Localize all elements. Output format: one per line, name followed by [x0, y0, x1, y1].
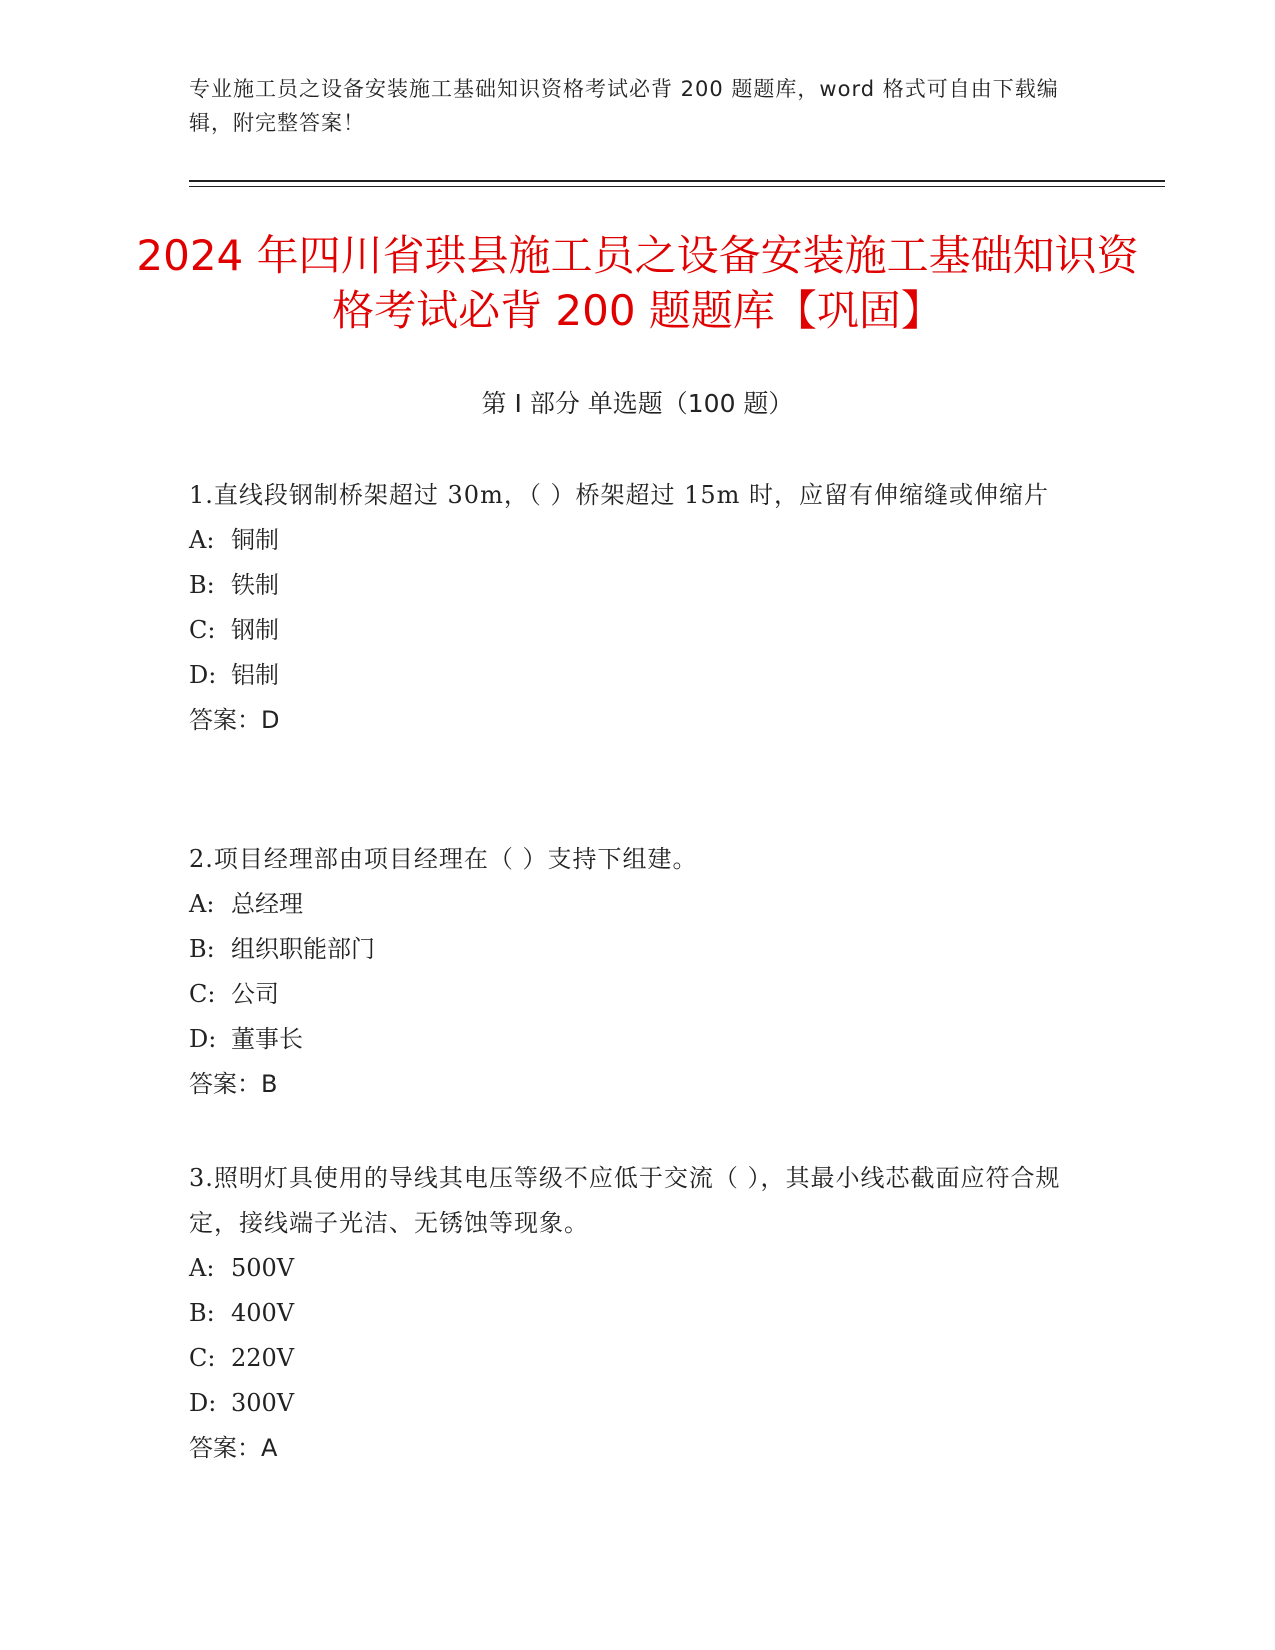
option-a	[189, 882, 1079, 927]
option-text: 500V	[231, 1254, 295, 1282]
option-key: D:	[189, 661, 217, 689]
option-key: C:	[189, 616, 216, 644]
option-text: 400V	[231, 1299, 295, 1327]
option-c	[189, 972, 1079, 1017]
option-b	[189, 927, 1079, 972]
option-key: A:	[189, 1254, 215, 1282]
option-text: 铁制	[231, 571, 279, 599]
option-d	[189, 1017, 1079, 1062]
option-c	[189, 608, 1079, 653]
option-key: A:	[189, 526, 215, 554]
option-b	[189, 1291, 1079, 1336]
option-key: C:	[189, 980, 216, 1008]
option-key: B:	[189, 935, 215, 963]
option-text: 总经理	[231, 890, 303, 918]
option-key: C:	[189, 1344, 216, 1372]
answer-line: 答案：B	[189, 1070, 278, 1098]
question-stem: 2.项目经理部由项目经理在（ ）支持下组建。	[189, 845, 698, 873]
option-c	[189, 1336, 1079, 1381]
option-text: 220V	[231, 1344, 295, 1372]
section-heading: 第 I 部分 单选题（100 题）	[481, 389, 794, 418]
option-key: B:	[189, 1299, 215, 1327]
option-a	[189, 1246, 1079, 1291]
document-title: 2024 年四川省珙县施工员之设备安装施工基础知识资格考试必背 200 题题库【巩固】	[136, 231, 1139, 335]
question-3	[189, 1156, 1079, 1471]
question-1	[189, 473, 1079, 743]
header-divider-thick	[189, 180, 1165, 182]
question-2	[189, 837, 1079, 1107]
option-key: D:	[189, 1389, 217, 1417]
option-d	[189, 1381, 1079, 1426]
option-text: 铜制	[231, 526, 279, 554]
option-b	[189, 563, 1079, 608]
option-text: 钢制	[231, 616, 279, 644]
option-key: A:	[189, 890, 215, 918]
option-text: 铝制	[231, 661, 279, 689]
option-text: 组织职能部门	[231, 935, 375, 963]
option-text: 公司	[231, 980, 279, 1008]
answer-line: 答案：A	[189, 1434, 278, 1462]
header-divider-thin	[189, 186, 1165, 187]
header-note: 专业施工员之设备安装施工基础知识资格考试必背 200 题题库，word 格式可自由下载编辑，附完整答案！	[189, 77, 1059, 135]
option-a	[189, 518, 1079, 563]
option-key: D:	[189, 1025, 217, 1053]
question-stem: 3.照明灯具使用的导线其电压等级不应低于交流（ ），其最小线芯截面应符合规定，接线端子光洁、无锈蚀等现象。	[189, 1164, 1061, 1237]
question-stem: 1.直线段钢制桥架超过 30m，（ ）桥架超过 15m 时，应留有伸缩缝或伸缩片	[189, 481, 1050, 509]
option-text: 董事长	[231, 1025, 303, 1053]
answer-line: 答案：D	[189, 706, 280, 734]
option-text: 300V	[231, 1389, 295, 1417]
option-key: B:	[189, 571, 215, 599]
option-d	[189, 653, 1079, 698]
